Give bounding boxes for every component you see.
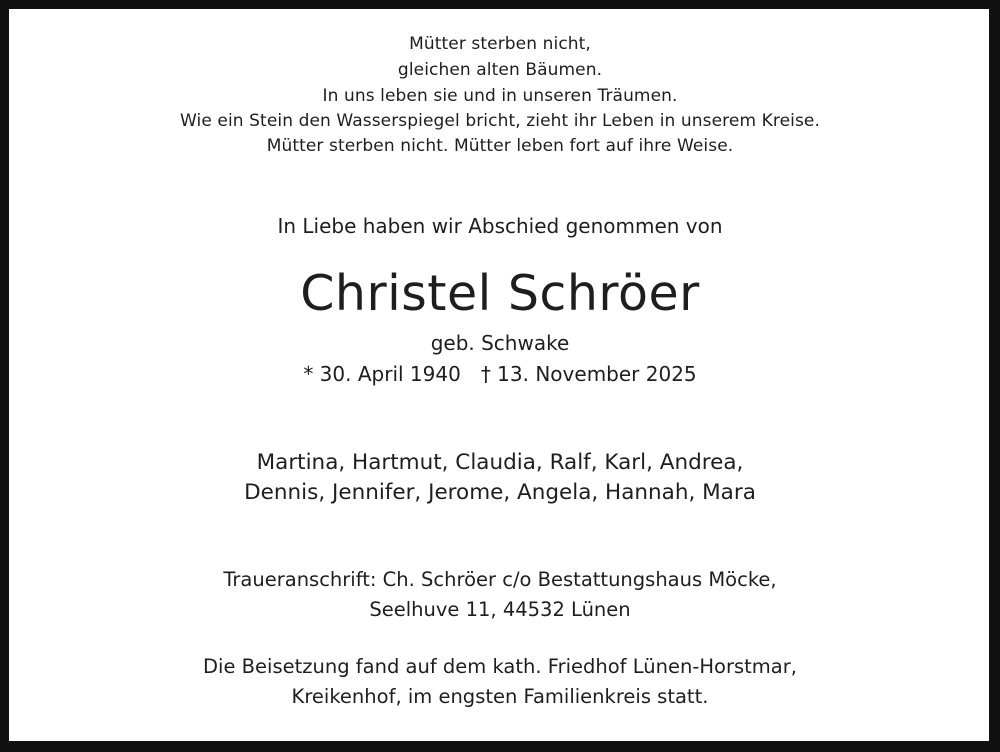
family-line: Dennis, Jennifer, Jerome, Angela, Hannah, Mara bbox=[244, 480, 756, 505]
birth-date: * 30. April 1940 bbox=[303, 362, 461, 386]
birth-name: geb. Schwake bbox=[430, 331, 570, 355]
poem-line: In uns leben sie und in unseren Träumen. bbox=[322, 86, 678, 106]
deceased-name: Christel Schröer bbox=[300, 265, 700, 322]
poem-line: gleichen alten Bäumen. bbox=[397, 60, 603, 80]
poem-line: Mütter sterben nicht, bbox=[409, 34, 591, 54]
address-line: Traueranschrift: Ch. Schröer c/o Bestattungshaus Möcke, bbox=[223, 568, 777, 591]
farewell-intro: In Liebe haben wir Abschied genommen von bbox=[277, 214, 723, 238]
address-line: Seelhuve 11, 44532 Lünen bbox=[369, 598, 631, 621]
death-date: † 13. November 2025 bbox=[480, 362, 697, 386]
funeral-line: Kreikenhof, im engsten Familienkreis statt. bbox=[291, 685, 709, 708]
family-line: Martina, Hartmut, Claudia, Ralf, Karl, Andrea, bbox=[256, 450, 744, 475]
funeral-line: Die Beisetzung fand auf dem kath. Friedhof Lünen-Horstmar, bbox=[203, 655, 797, 678]
poem-line: Wie ein Stein den Wasserspiegel bricht, zieht ihr Leben in unserem Kreise. bbox=[179, 111, 820, 131]
life-dates bbox=[0, 360, 1000, 388]
poem-line: Mütter sterben nicht. Mütter leben fort auf ihre Weise. bbox=[266, 136, 734, 156]
